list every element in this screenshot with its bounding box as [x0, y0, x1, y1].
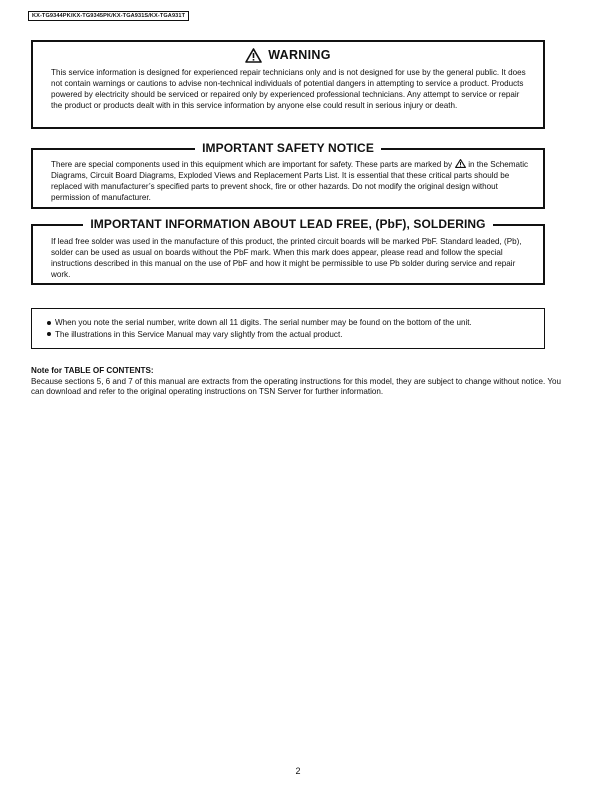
warning-triangle-icon: [245, 48, 262, 63]
list-item: [47, 329, 472, 341]
bullet-icon: [47, 321, 51, 325]
warning-text: This service information is designed for experienced repair technicians only and is not designed for use by the general public. It does not contain warnings or cautions to advise non-technical individuals of potential dangers in attempting to service a product. Products powered by electricity should be serviced or repaired only by experienced professional technicians. Any attempt to service or repair the product or products dealt with in this service information by anyone else could result in serious injury or death.: [51, 68, 526, 110]
safety-notice-text-after-icon: in the Schematic Diagrams, Circuit Board Diagrams, Exploded Views and Replacement Parts List. It is essential that these critical parts should be replaced with manufacturer’s specified parts to prevent shock, fire or other hazards. Do not modify the original design without permission of manufacturer.: [51, 160, 529, 202]
safety-notice-text-before-icon: There are special components used in this equipment which are important for safety. These parts are marked by: [51, 160, 452, 169]
notes-box: [31, 308, 545, 349]
warning-title-row: [33, 47, 543, 63]
safety-notice-box: [31, 141, 545, 209]
lead-free-title: IMPORTANT INFORMATION ABOUT LEAD FREE, (PbF), SOLDERING: [83, 217, 492, 231]
lead-free-text: If lead free solder was used in the manufacture of this product, the printed circuit boards will be marked PbF. Standard leaded, (Pb), solder can be used as usual on boards without the PbF mark. When this mark does appear, please read and follow the special instructions described in this manual on the use of PbF and how it might be permissible to use Pb solder during service and repair work.: [51, 237, 522, 279]
warning-title: WARNING: [268, 48, 331, 62]
toc-note: [31, 366, 561, 398]
warning-box: [31, 40, 545, 129]
toc-note-text: Because sections 5, 6 and 7 of this manual are extracts from the operating instructions for this model, they are subject to change without notice. You can download and refer to the original operating instructions on TSN Server for further information.: [31, 376, 561, 396]
note-serial-number: When you note the serial number, write down all 11 digits. The serial number may be found on the bottom of the unit.: [55, 318, 472, 327]
note-illustrations: The illustrations in this Service Manual may vary slightly from the actual product.: [55, 329, 343, 339]
safety-notice-text: [51, 159, 535, 204]
warning-triangle-icon: [455, 159, 466, 168]
model-number-tag: KX-TG9344PK/KX-TG9345PK/KX-TGA931S/KX-TGA931T: [28, 11, 189, 21]
lead-free-box: [31, 217, 545, 285]
page-number: 2: [295, 766, 301, 776]
bullet-icon: [47, 332, 51, 336]
toc-note-heading: Note for TABLE OF CONTENTS:: [31, 366, 154, 375]
safety-notice-title: IMPORTANT SAFETY NOTICE: [195, 141, 381, 155]
list-item: [47, 317, 472, 329]
